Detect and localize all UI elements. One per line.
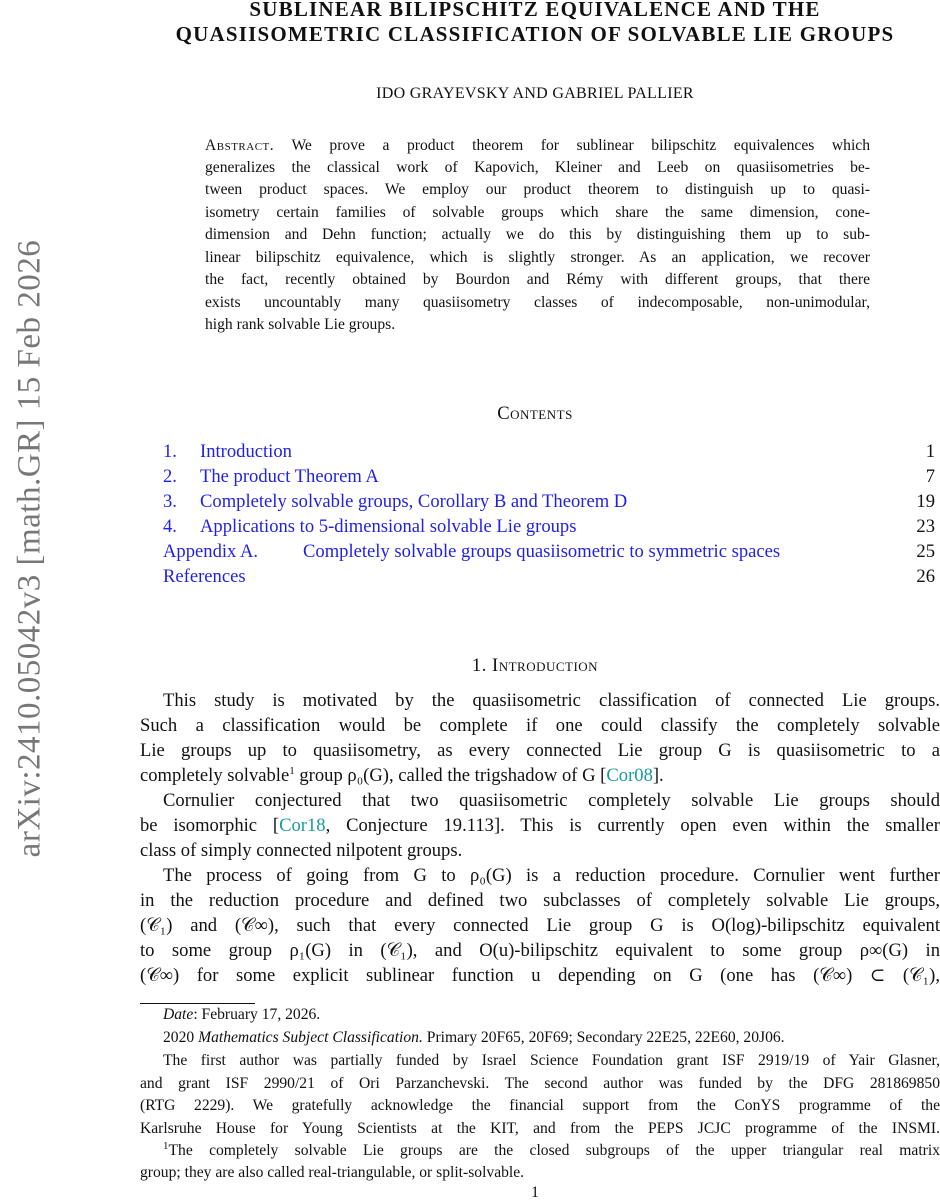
body-line: (𝒞∞) for some explicit sublinear function u depending on G (one has (𝒞∞) ⊂ (𝒞₁), — [140, 965, 940, 991]
authors: IDO GRAYEVSKY AND GABRIEL PALLIER — [130, 85, 940, 103]
funding-line: The first author was partially funded by Israel Science Foundation grant ISF 2919/19 of Yair Glasner, — [140, 1052, 940, 1078]
date-label: Date — [163, 1006, 193, 1023]
body-text-span: , Conjecture 19.113]. This is currently open even within the smaller — [326, 815, 940, 836]
toc-entry[interactable] — [163, 466, 935, 490]
toc-page: 25 — [916, 541, 935, 563]
footnote-marker[interactable]: 1 — [289, 765, 295, 777]
abstract-line: exists uncountably many quasiisometry classes of indecomposable, non-unimodular, — [205, 294, 870, 320]
toc-number[interactable]: Appendix A. — [163, 541, 258, 563]
footnote-number: 1 — [163, 1142, 169, 1152]
toc-link[interactable]: References — [163, 566, 246, 588]
toc-entry[interactable] — [163, 441, 935, 465]
toc-page: 26 — [916, 566, 935, 588]
msc-label: Mathematics Subject Classification. — [198, 1029, 423, 1046]
body-line: in the reduction procedure and defined two subclasses of completely solvable Lie groups, — [140, 890, 940, 916]
toc-entry[interactable] — [163, 491, 935, 515]
toc-entry[interactable] — [163, 566, 935, 590]
body-line: This study is motivated by the quasiisometric classification of connected Lie groups. — [140, 690, 940, 716]
toc-page: 1 — [926, 441, 935, 463]
date-value: : February 17, 2026. — [193, 1006, 320, 1023]
body-line: to some group ρ₁(G) in (𝒞₁), and O(u)-bilipschitz equivalent to some group ρ∞(G) in — [140, 940, 940, 966]
footnote-rule — [140, 1003, 255, 1004]
contents-heading: Contents — [130, 403, 940, 425]
toc-number[interactable]: 4. — [163, 516, 177, 538]
body-text-span: be isomorphic [ — [140, 815, 279, 836]
section-heading: 1. Introduction — [130, 655, 940, 677]
citation-link[interactable]: Cor08 — [606, 765, 652, 786]
abstract-line: isometry certain families of solvable groups which share the same dimension, cone- — [205, 204, 870, 230]
funding-line: (RTG 2229). We gratefully acknowledge the financial support from the ConYS programme of the — [140, 1097, 940, 1123]
abstract-line: linear bilipschitz equivalence, which is slightly stronger. As an application, we recover — [205, 249, 870, 275]
toc-number[interactable]: 1. — [163, 441, 177, 463]
body-line: The process of going from G to ρ₀(G) is a reduction procedure. Cornulier went further — [140, 865, 940, 891]
page-number: 1 — [130, 1184, 940, 1202]
toc-entry[interactable] — [163, 516, 935, 540]
funding-line: Karlsruhe House for Young Scientists at the KIT, and from the PEPS JCJC programme of the INSMI. — [140, 1120, 940, 1146]
toc-number[interactable]: 3. — [163, 491, 177, 513]
toc-link[interactable]: Completely solvable groups, Corollary B and Theorem D — [200, 491, 627, 513]
body-text-span: completely solvable — [140, 765, 289, 786]
toc-link[interactable]: Completely solvable groups quasiisometric to symmetric spaces — [303, 541, 780, 563]
footnote-text: group; they are also called real-triangulable, or split-solvable. — [140, 1164, 940, 1190]
toc-link[interactable]: Introduction — [200, 441, 292, 463]
toc-link[interactable]: The product Theorem A — [200, 466, 379, 488]
abstract-line: tween product spaces. We employ our product theorem to distinguish up to quasi- — [205, 181, 870, 207]
toc-link[interactable]: Applications to 5-dimensional solvable Lie groups — [200, 516, 576, 538]
paper-title-line-1: SUBLINEAR BILIPSCHITZ EQUIVALENCE AND THE — [130, 0, 940, 22]
footnote-text: The completely solvable Lie groups are the closed subgroups of the upper triangular real matrix — [169, 1142, 940, 1159]
toc-entry[interactable] — [163, 541, 935, 565]
abstract-line: the fact, recently obtained by Bourdon and Rémy with different groups, that there — [205, 271, 870, 297]
abstract-line: dimension and Dehn function; actually we do this by distinguishing them up to sub- — [205, 226, 870, 252]
toc-page: 7 — [926, 466, 935, 488]
abstract-line: We prove a product theorem for sublinear bilipschitz equivalences which — [274, 137, 870, 154]
toc-page: 23 — [916, 516, 935, 538]
abstract-line: generalizes the classical work of Kapovich, Kleiner and Leeb on quasiisometries be- — [205, 159, 870, 185]
msc-codes: Primary 20F65, 20F69; Secondary 22E25, 22E60, 20J06. — [423, 1029, 785, 1046]
toc-number[interactable]: 2. — [163, 466, 177, 488]
body-line: (𝒞₁) and (𝒞∞), such that every connected Lie group G is O(log)-bilipschitz equivalent — [140, 915, 940, 941]
body-text-span: ]. — [653, 765, 664, 786]
abstract-line: high rank solvable Lie groups. — [205, 316, 870, 342]
body-line: Such a classification would be complete if one could classify the completely solvable — [140, 715, 940, 741]
toc-page: 19 — [916, 491, 935, 513]
citation-link[interactable]: Cor18 — [279, 815, 325, 836]
funding-line: and grant ISF 2990/21 of Ori Parzanchevski. The second author was funded by the DFG 281869850 — [140, 1075, 940, 1101]
body-line: Cornulier conjectured that two quasiisometric completely solvable Lie groups should — [140, 790, 940, 816]
abstract-label: Abstract. — [205, 137, 274, 154]
msc-year: 2020 — [163, 1029, 198, 1046]
body-text-span: group ρ₀(G), called the trigshadow of G [ — [295, 765, 607, 786]
body-line: class of simply connected nilpotent groups. — [140, 840, 940, 866]
body-line: Lie groups up to quasiisometry, as every connected Lie group G is quasiisometric to a — [140, 740, 940, 766]
paper-title-line-2: QUASIISOMETRIC CLASSIFICATION OF SOLVABLE LIE GROUPS — [130, 22, 940, 47]
arxiv-stamp: arXiv:2410.05042v3 [math.GR] 15 Feb 2026 — [12, 189, 49, 909]
